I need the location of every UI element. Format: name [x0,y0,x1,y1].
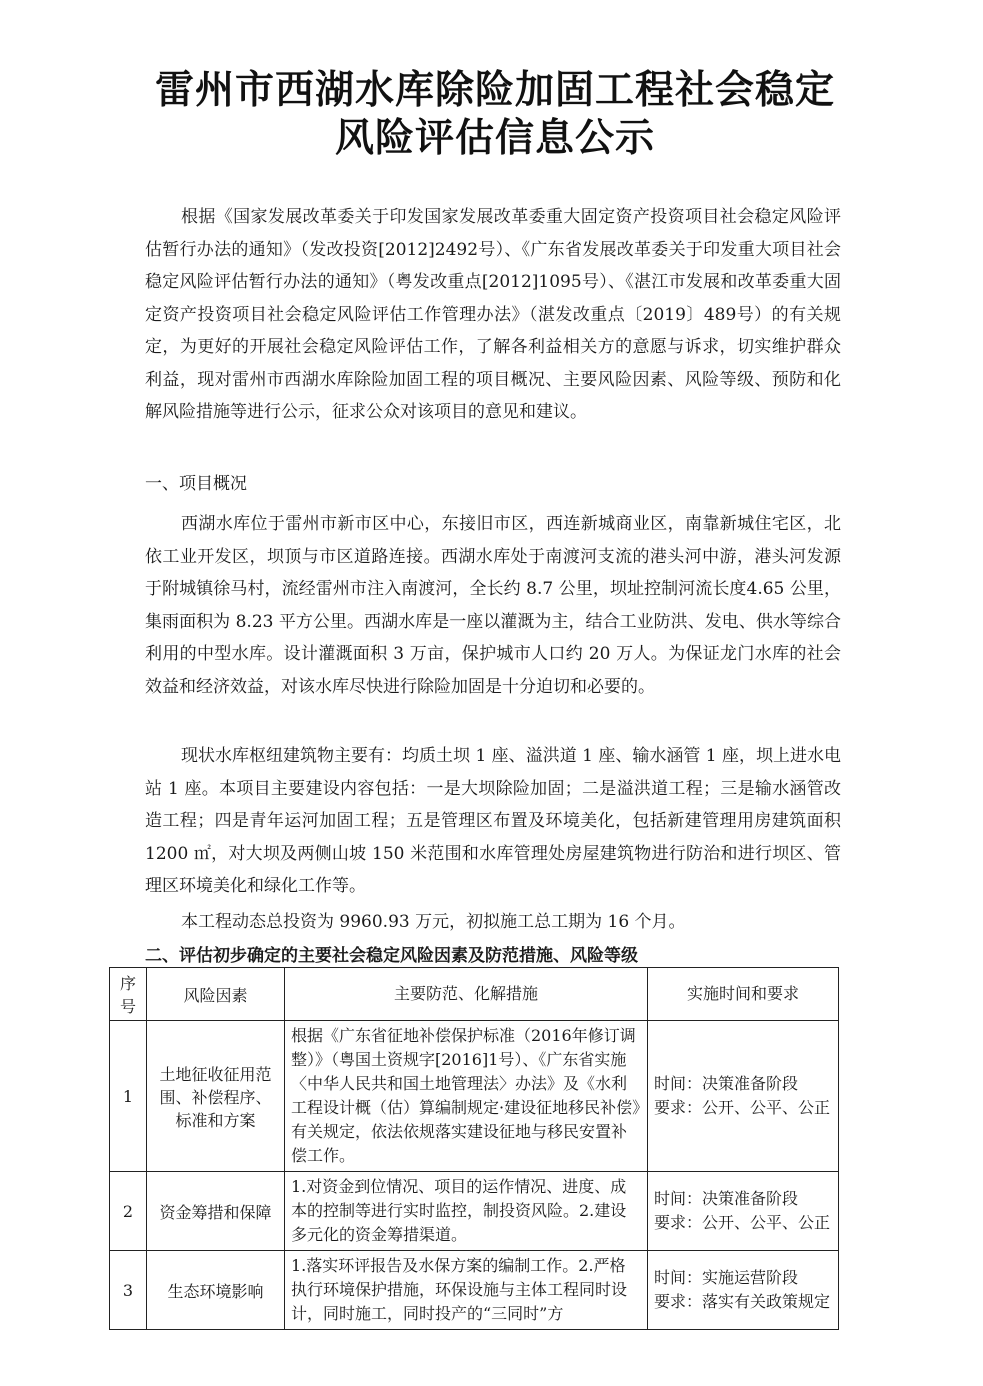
table-row [110,1021,839,1172]
document-title-line1: 雷州市西湖水库除险加固工程社会稳定 [154,68,835,113]
row-factor: 土地征收征用范围、补偿程序、标准和方案 [147,1021,285,1172]
overview-paragraph-3: 本工程动态总投资为 9960.93 万元，初拟施工总工期为 16 个月。 [181,912,686,932]
row-requirement: 要求：公开、公平、公正 [654,1213,831,1232]
risk-table [109,967,839,1330]
section1-heading: 一、项目概况 [145,474,247,494]
row-measure: 1.对资金到位情况、项目的运作情况、进度、成本的控制等进行实时监控，制投资风险。2.建设多元化的资金筹措渠道。 [285,1172,648,1251]
row-time-cell [648,1172,839,1251]
header-measure: 主要防范、化解措施 [285,968,648,1021]
row-time: 时间：决策准备阶段 [654,1074,799,1093]
intro-paragraph: 根据《国家发展改革委关于印发国家发展改革委重大固定资产投资项目社会稳定风险评估暂行办法的通知》（发改投资[2012]2492号）、《广东省发展改革委关于印发重大项目社会稳定风险评估暂行办法的通知》（粤发改重点[2012]1095号）、《湛江市发展和改革委重大固定资产投资项目社会稳定风险评估工作管理办法》（湛发改重点〔2019〕489号）的有关规定，为更好的开展社会稳定风险评估工作，了解各利益相关方的意愿与诉求，切实维护群众利益，现对雷州市西湖水库除险加固工程的项目概况、主要风险因素、风险等级、预防和化解风险措施等进行公示，征求公众对该项目的意见和建议。 [145,207,841,422]
row-factor: 资金筹措和保障 [147,1172,285,1251]
row-time: 时间：实施运营阶段 [654,1268,799,1287]
header-no: 序号 [110,968,147,1021]
row-time: 时间：决策准备阶段 [654,1189,799,1208]
row-time-cell [648,1251,839,1330]
row-requirement: 要求：落实有关政策规定 [654,1292,831,1311]
section2-heading: 二、评估初步确定的主要社会稳定风险因素及防范措施、风险等级 [145,946,638,966]
overview-paragraph-2: 现状水库枢纽建筑物主要有：均质土坝 1 座、溢洪道 1 座、输水涵管 1 座，坝上进水电站 1 座。本项目主要建设内容包括：一是大坝除险加固；二是溢洪道工程；三是输水涵管改造工程；四是青年运河加固工程；五是管理区布置及环境美化，包括新建管理用房建筑面积 1200 ㎡，对大坝及两侧山坡 150 米范围和水库管理处房屋建筑物进行防治和进行坝区、管理区环境美化和绿化工作等。 [145,746,841,896]
header-factor: 风险因素 [147,968,285,1021]
table-header-row [110,968,839,1021]
overview-paragraph-1: 西湖水库位于雷州市新市区中心，东接旧市区，西连新城商业区，南靠新城住宅区，北依工业开发区，坝顶与市区道路连接。西湖水库处于南渡河支流的港头河中游，港头河发源于附城镇徐马村，流经雷州市注入南渡河，全长约 8.7 公里，坝址控制河流长度4.65 公里，集雨面积为 8.23 平方公里。西湖水库是一座以灌溉为主，结合工业防洪、发电、供水等综合利用的中型水库。设计灌溉面积 3 万亩，保护城市人口约 20 万人。为保证龙门水库的社会效益和经济效益，对该水库尽快进行除险加固是十分迫切和必要的。 [145,514,841,697]
document-title-line2: 风险评估信息公示 [334,116,655,161]
row-no: 1 [110,1021,147,1172]
row-no: 2 [110,1172,147,1251]
row-time-cell [648,1021,839,1172]
table-row [110,1172,839,1251]
row-no: 3 [110,1251,147,1330]
row-requirement: 要求：公开、公平、公正 [654,1098,831,1117]
row-measure: 根据《广东省征地补偿保护标准（2016年修订调整）》（粤国土资规字[2016]1号）、《广东省实施〈中华人民共和国土地管理法〉办法》及《水利工程设计概（估）算编制规定·建设征地移民补偿》有关规定，依法依规落实建设征地与移民安置补偿工作。 [285,1021,648,1172]
table-row [110,1251,839,1330]
row-measure: 1.落实环评报告及水保方案的编制工作。2.严格执行环境保护措施，环保设施与主体工程同时设计，同时施工，同时投产的“三同时”方 [285,1251,648,1330]
row-factor: 生态环境影响 [147,1251,285,1330]
header-time: 实施时间和要求 [648,968,839,1021]
